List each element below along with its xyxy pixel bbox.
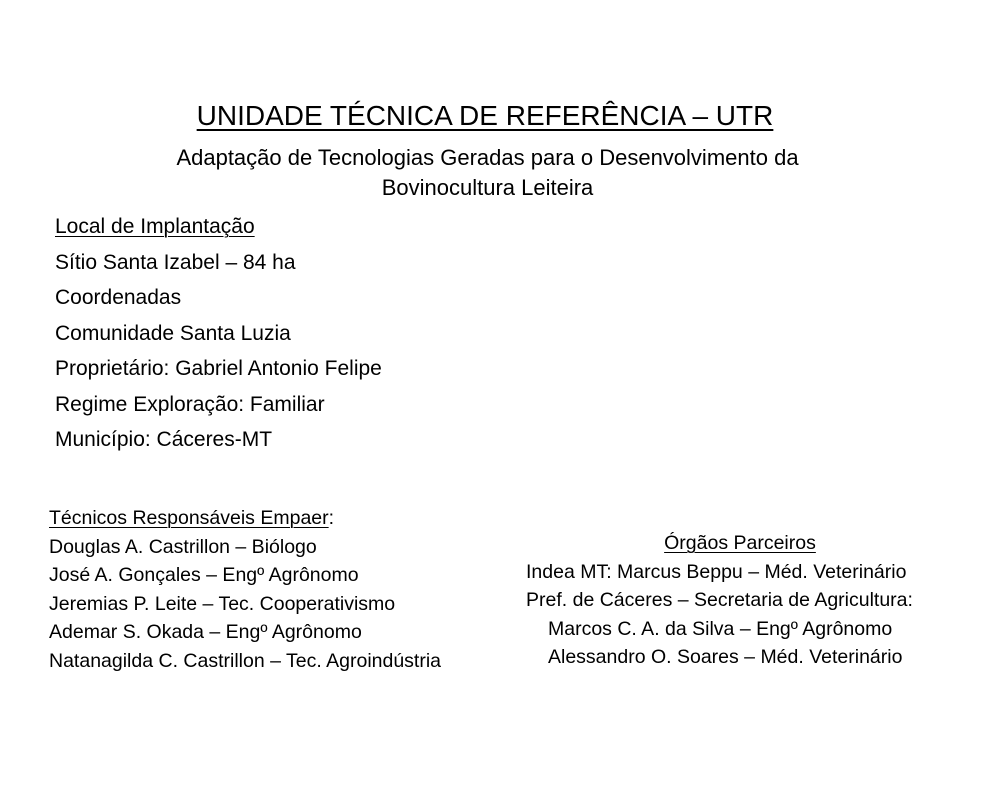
partner-item: Alessandro O. Soares – Méd. Veterinário xyxy=(548,646,903,668)
site-item: Coordenadas xyxy=(55,286,182,309)
technician-item: Ademar S. Okada – Engº Agrônomo xyxy=(49,621,362,643)
site-item: Sítio Santa Izabel – 84 ha xyxy=(55,250,296,274)
partners-list xyxy=(520,530,960,673)
page-title: UNIDADE TÉCNICA DE REFERÊNCIA – UTR xyxy=(196,100,774,131)
site-item: Comunidade Santa Luzia xyxy=(55,321,291,345)
technicians-heading: Técnicos Responsáveis Empaer xyxy=(49,507,329,529)
partners-heading: Órgãos Parceiros xyxy=(664,532,816,554)
technician-item: Douglas A. Castrillon – Biólogo xyxy=(49,535,317,558)
technician-item: Jeremias P. Leite – Tec. Cooperativismo xyxy=(49,592,396,615)
technicians-list xyxy=(49,505,441,676)
site-item: Proprietário: Gabriel Antonio Felipe xyxy=(55,357,382,380)
technicians-heading-colon: : xyxy=(328,507,335,529)
partner-item: Marcos C. A. da Silva – Engº Agrônomo xyxy=(548,617,893,640)
site-item: Regime Exploração: Familiar xyxy=(55,392,325,416)
page-subtitle xyxy=(120,143,855,203)
partner-item: Indea MT: Marcus Beppu – Méd. Veterinário xyxy=(526,560,907,583)
technician-item: José A. Gonçales – Engº Agrônomo xyxy=(49,564,359,586)
technician-item: Natanagilda C. Castrillon – Tec. Agroindústria xyxy=(49,649,442,672)
site-item: Município: Cáceres-MT xyxy=(55,428,273,451)
site-info xyxy=(55,212,382,461)
subtitle-line-1: Adaptação de Tecnologias Geradas para o Desenvolvimento da xyxy=(176,145,799,170)
partner-item: Pref. de Cáceres – Secretaria de Agricultura: xyxy=(526,589,913,611)
site-heading: Local de Implantação xyxy=(55,215,255,238)
subtitle-line-2: Bovinocultura Leiteira xyxy=(381,175,594,200)
